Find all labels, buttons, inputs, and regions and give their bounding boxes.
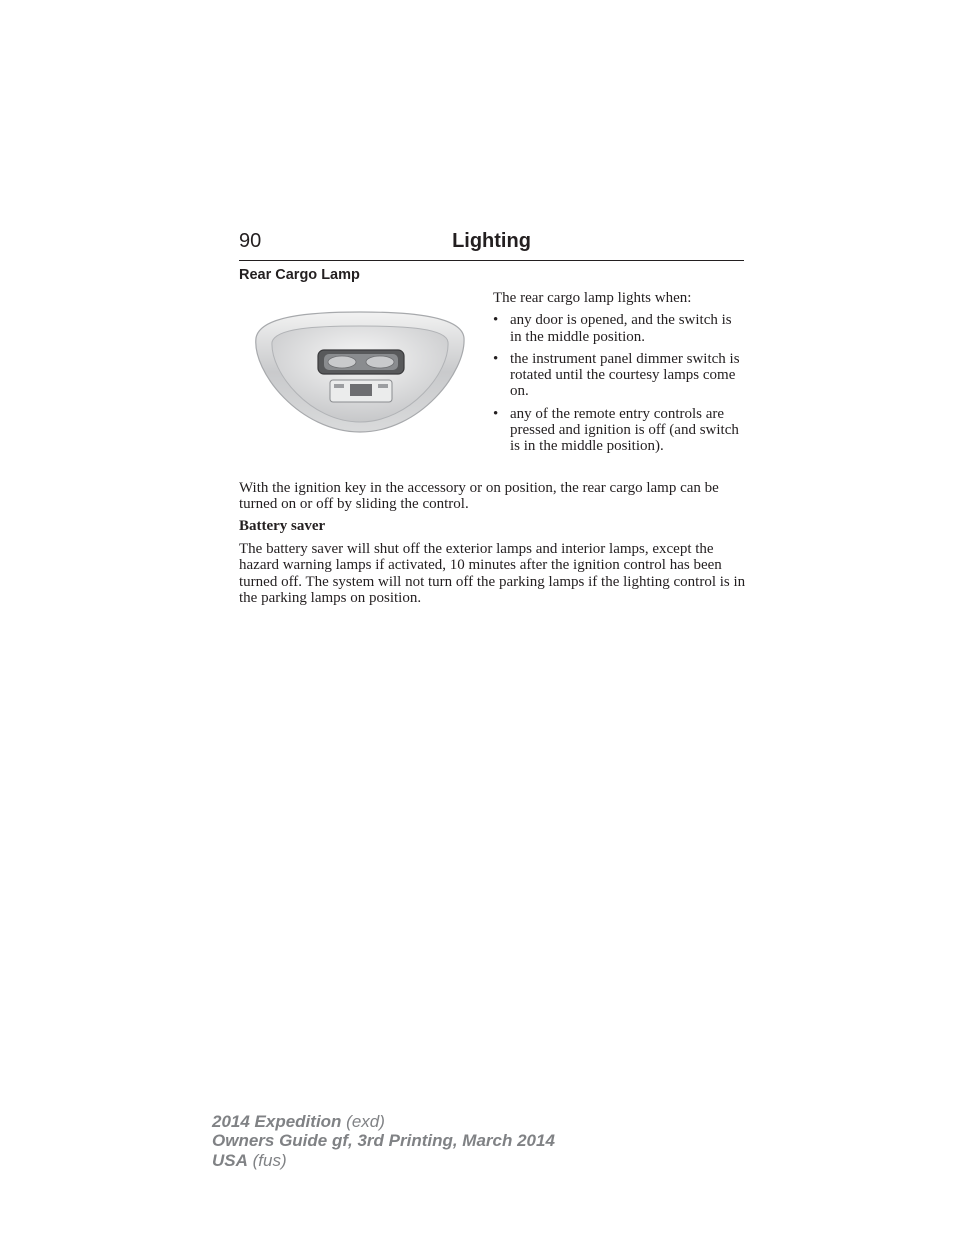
rear-cargo-lamp-figure xyxy=(250,310,470,436)
footer-line-1 xyxy=(212,1112,555,1131)
battery-saver-heading: Battery saver xyxy=(239,518,326,534)
footer-model: 2014 Expedition xyxy=(212,1112,342,1131)
condition-list xyxy=(493,312,745,454)
bullet-mark: • xyxy=(493,312,499,329)
footer-line-3 xyxy=(212,1151,555,1170)
list-item xyxy=(493,312,745,345)
footer-market: USA xyxy=(212,1150,248,1170)
list-item xyxy=(493,406,745,455)
ignition-paragraph: With the ignition key in the accessory or on position, the rear cargo lamp can be turned on or off by sliding the control. xyxy=(239,480,719,513)
list-item-text: the instrument panel dimmer switch is rotated until the courtesy lamps come on. xyxy=(510,350,740,400)
page-header xyxy=(239,229,744,261)
lamp-conditions xyxy=(493,290,745,461)
footer-market-code: (fus) xyxy=(247,1150,287,1170)
list-item-text: any of the remote entry controls are pressed and ignition is off (and switch is in the middle position). xyxy=(510,405,739,455)
intro-text: The rear cargo lamp lights when: xyxy=(493,290,692,306)
list-item-text: any door is opened, and the switch is in the middle position. xyxy=(510,312,732,345)
list-item xyxy=(493,351,745,400)
bullet-mark: • xyxy=(493,350,499,367)
battery-saver-paragraph: The battery saver will shut off the exterior lamps and interior lamps, except the hazard warning lamps if activated, 10 minutes after the ignition control has been turned off. The system will not turn off the parking lamps if the lighting control is in the parking lamps on position. xyxy=(239,541,746,606)
section-title: Rear Cargo Lamp xyxy=(239,267,360,283)
page-footer xyxy=(212,1112,555,1170)
footer-edition: Owners Guide gf, 3rd Printing, March 2014 xyxy=(212,1131,555,1151)
rear-cargo-lamp-icon xyxy=(250,310,470,436)
chapter-title: Lighting xyxy=(452,230,531,252)
footer-line-2 xyxy=(212,1131,555,1150)
bullet-mark: • xyxy=(493,405,499,422)
page-number: 90 xyxy=(239,230,262,252)
footer-model-code: (exd) xyxy=(341,1112,385,1131)
